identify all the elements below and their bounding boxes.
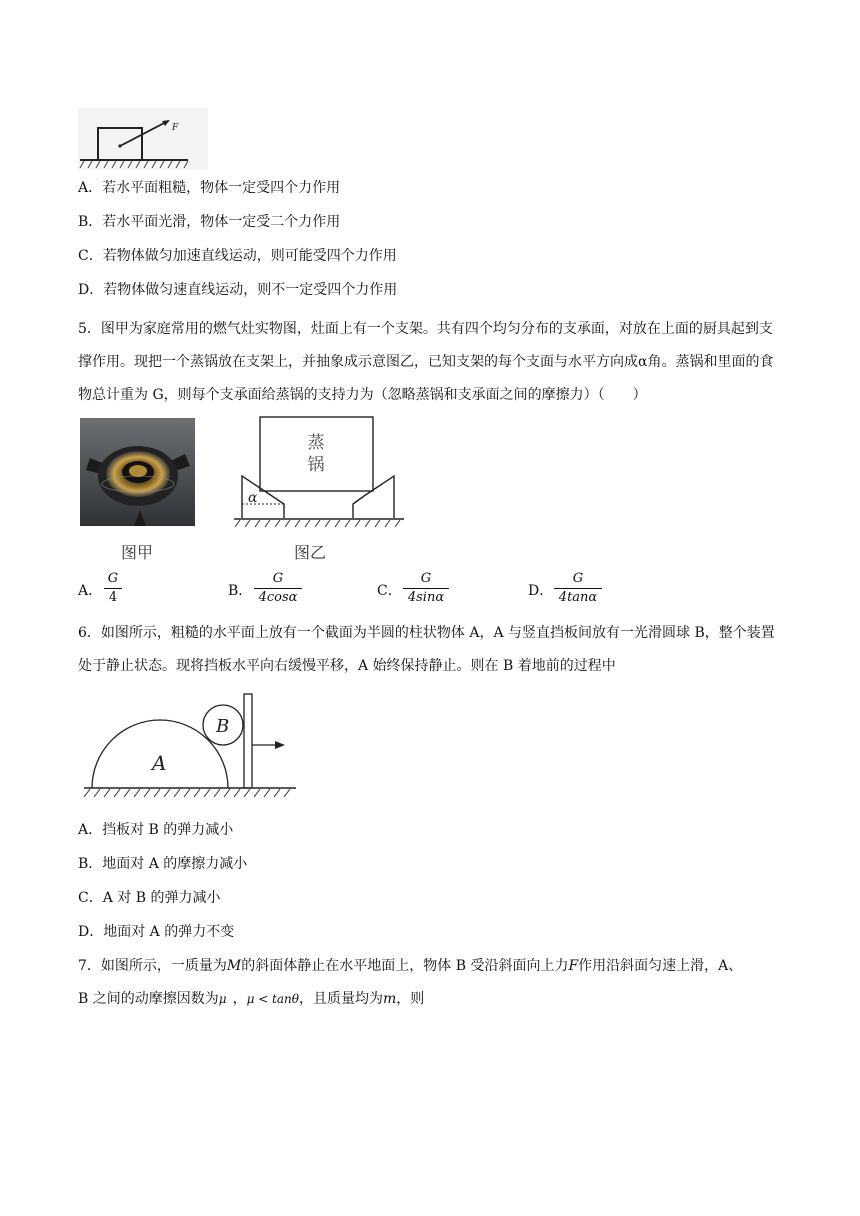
q5-option-d-label: D． — [528, 583, 554, 599]
q7-var-mass-big: M — [226, 958, 242, 974]
q6-stem: 6．如图所示，粗糙的水平面上放有一个截面为半圆的柱状物体 A，A 与竖直挡板间放有一光滑圆球 B，整个装置处于静止状态。现将挡板水平向右缓慢平移，A 始终保持静止。则在 B 着地前的过程中 — [78, 625, 775, 674]
q7-stem-line-1 — [78, 956, 742, 976]
q4-force-label: F — [172, 123, 179, 133]
q7-stem-part-2: 的斜面体静止在水平地面上，物体 B 受沿斜面向上力 — [241, 958, 569, 974]
q7-stem-part-1: 7．如图所示，一质量为 — [78, 958, 227, 974]
q7-stem-line2-part-1: B 之间的动摩擦因数为 — [78, 991, 219, 1007]
q5-stem: 5．图甲为家庭常用的燃气灶实物图，灶面上有一个支架。共有四个均匀分布的支承面，对放在上面的厨具起到支撑作用。现把一个蒸锅放在支架上，并抽象成示意图乙，已知支架的每个支面与水平方向成α角。蒸锅和里面的食物总计重为 G，则每个支承面给蒸锅的支持力为（忽略蒸锅和支承面之间的摩擦力）（ ） — [78, 321, 774, 403]
q6-option-c: C．A 对 B 的弹力减小 — [78, 890, 221, 906]
q5-schematic-figure — [232, 414, 407, 534]
q7-var-mu: μ — [218, 992, 227, 1006]
q5-option-c-denominator: 4sinα — [407, 590, 445, 605]
q6-option-d: D．地面对 A 的弹力不变 — [78, 924, 235, 940]
q5-option-d-numerator: G — [572, 571, 584, 586]
q7-stem-line2-part-3: ，则 — [396, 991, 425, 1007]
q7-var-mass-small: m — [382, 991, 397, 1007]
q5-option-b-numerator: G — [272, 571, 284, 586]
q5-option-c-numerator: G — [420, 571, 432, 586]
q4-option-a: A．若水平面粗糙，物体一定受四个力作用 — [78, 180, 341, 196]
q6-label-a: A — [152, 751, 167, 775]
q7-stem-line-2 — [78, 989, 424, 1009]
q6-semicircle-ball-figure — [80, 690, 300, 802]
q4-option-b: B．若水平面光滑，物体一定受二个力作用 — [78, 214, 341, 230]
q4-option-d: D．若物体做匀速直线运动，则不一定受四个力作用 — [78, 282, 398, 298]
q7-stem-part-3: 作用沿斜面匀速上滑，A、 — [578, 958, 743, 974]
q6-option-a: A．挡板对 B 的弹力减小 — [78, 822, 234, 838]
q6-label-b: B — [216, 716, 230, 737]
q7-var-force: F — [568, 958, 579, 974]
q7-condition: μ < tanθ — [246, 992, 299, 1006]
q5-option-b-label: B． — [228, 583, 253, 599]
q5-option-a-denominator: 4 — [108, 590, 118, 605]
q5-option-a-numerator: G — [107, 571, 119, 586]
q7-separator: ， — [232, 991, 247, 1007]
q4-option-c: C．若物体做匀加速直线运动，则可能受四个力作用 — [78, 248, 397, 264]
q5-option-b-denominator: 4cosα — [258, 590, 298, 605]
q7-stem-line2-part-2: ，且质量均为 — [298, 991, 383, 1007]
q5-pot-label-1: 蒸 — [307, 433, 325, 453]
q4-block-force-figure — [78, 108, 208, 170]
q5-figure-b-caption: 图乙 — [294, 543, 327, 562]
q5-stove-photo — [80, 418, 195, 526]
q5-option-d-denominator: 4tanα — [558, 590, 598, 605]
q5-pot-label-2: 锅 — [307, 455, 325, 475]
q5-angle-label: α — [248, 490, 258, 506]
q6-option-b: B．地面对 A 的摩擦力减小 — [78, 856, 248, 872]
q5-figure-a-caption: 图甲 — [121, 543, 154, 562]
q5-option-c-label: C． — [377, 583, 402, 599]
q5-option-a-label: A． — [78, 583, 103, 599]
